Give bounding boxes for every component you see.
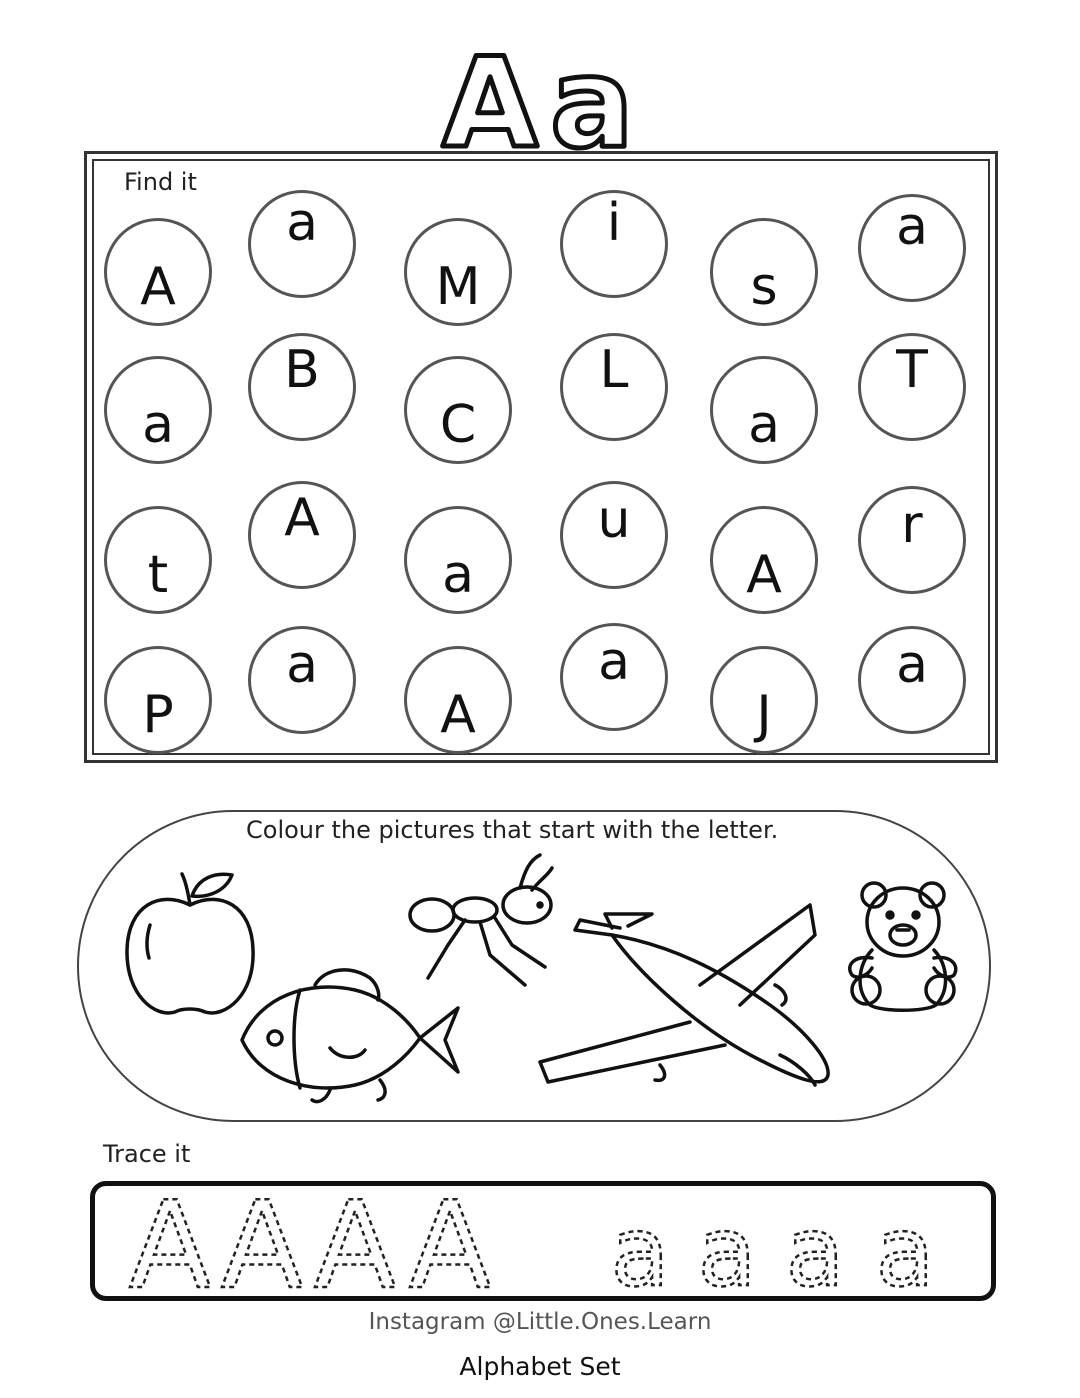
trace-uppercase-letter[interactable]: A: [128, 1177, 212, 1310]
letter-circle-text: T: [896, 340, 928, 400]
trace-uppercase-letter[interactable]: A: [220, 1177, 304, 1310]
trace-lowercase-letter[interactable]: a: [785, 1196, 845, 1308]
letter-circle-text: A: [140, 257, 176, 317]
trace-uppercase-letter[interactable]: A: [313, 1177, 397, 1310]
letter-circle-text: a: [286, 193, 318, 253]
letter-circle-text: M: [435, 257, 481, 317]
trace-lowercase-letter[interactable]: a: [875, 1196, 935, 1308]
trace-lowercase-letter[interactable]: a: [610, 1196, 670, 1308]
trace-it-label: Trace it: [103, 1140, 191, 1168]
title-lower: a: [550, 32, 634, 160]
letter-circle-text: a: [142, 395, 174, 455]
letter-circle-text: J: [756, 685, 772, 745]
letter-circle-text: a: [748, 395, 780, 455]
letter-circle-text: A: [284, 488, 320, 548]
letter-circle-text: a: [896, 635, 928, 695]
letter-circle-text: t: [147, 545, 169, 605]
letter-circle-text: a: [598, 632, 630, 692]
trace-lowercase-letter[interactable]: a: [697, 1196, 757, 1308]
letter-circle-text: i: [606, 193, 622, 253]
letter-circle-text: C: [439, 395, 477, 455]
letter-circle-text: P: [142, 685, 174, 745]
letter-circle-text: a: [442, 545, 474, 605]
instagram-credit: Instagram @Little.Ones.Learn: [368, 1309, 712, 1335]
colour-instruction: Colour the pictures that start with the letter.: [246, 816, 779, 844]
letter-circle-text: u: [597, 490, 631, 550]
letter-circle-text: A: [440, 685, 476, 745]
letter-circle-text: s: [750, 257, 778, 317]
title-upper: A: [442, 32, 538, 160]
letter-circle-text: r: [901, 495, 923, 555]
letter-circle-text: a: [896, 197, 928, 257]
alphabet-set-label: Alphabet Set: [459, 1352, 621, 1381]
letter-circle-text: B: [284, 340, 320, 400]
find-it-label: Find it: [124, 168, 197, 196]
letter-circle-text: A: [746, 545, 782, 605]
trace-uppercase-letter[interactable]: A: [408, 1177, 492, 1310]
letter-circle-text: a: [286, 635, 318, 695]
letter-circle-text: L: [599, 340, 629, 400]
